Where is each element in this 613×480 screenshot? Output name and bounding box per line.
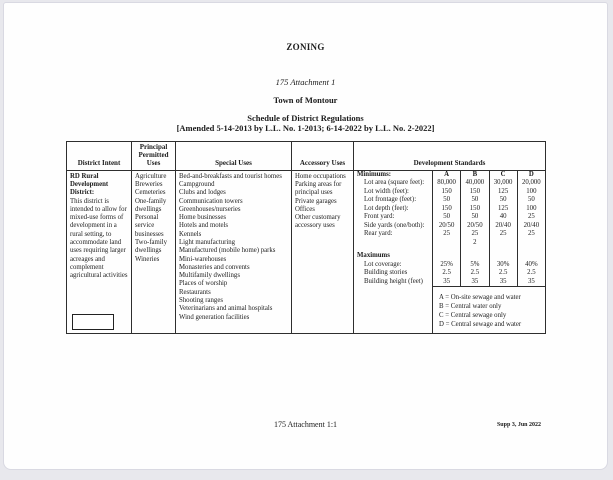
- standards-row-label: Lot width (feet):: [364, 187, 409, 195]
- standards-legend: [432, 286, 545, 333]
- list-item: Offices: [295, 205, 315, 213]
- table-body-row: [67, 170, 546, 333]
- standards-value: 20/50: [432, 222, 460, 231]
- list-item: Veterinarians and animal hospitals: [179, 305, 273, 313]
- list-item: Bed-and-breakfasts and tourist homes: [179, 172, 282, 180]
- legend-left-gap: [354, 286, 432, 333]
- list-item: Home businesses: [179, 214, 227, 222]
- standards-value: 5%: [460, 261, 488, 270]
- list-item: Wineries: [135, 255, 160, 263]
- standards-value: 150: [460, 205, 488, 214]
- principal-uses-cell: [132, 170, 176, 333]
- standards-row-label: Building height (feet): [364, 277, 423, 285]
- attachment-line: 175 Attachment 1: [275, 77, 336, 87]
- list-item: One-family dwellings: [135, 197, 167, 213]
- standards-value: 40,000: [460, 179, 488, 188]
- list-item: Clubs and lodges: [179, 189, 226, 197]
- list-item: Restaurants: [179, 288, 211, 296]
- standards-value: 2.5: [489, 269, 517, 278]
- standards-value: 150: [460, 188, 488, 197]
- col-header-principal-permitted-uses: Principal Permitted Uses: [132, 142, 176, 171]
- col-header-accessory-uses: Accessory Uses: [292, 142, 354, 171]
- district-title: RD Rural Development District:: [70, 172, 109, 197]
- standards-value: 50: [460, 213, 488, 222]
- list-item: Breweries: [135, 180, 163, 188]
- list-item: Communication towers: [179, 197, 243, 205]
- legend-line: D = Central sewage and water: [439, 321, 522, 329]
- standards-value: 20/40: [517, 222, 545, 231]
- accessory-uses-cell: [292, 170, 354, 333]
- list-item: Multifamily dwellings: [179, 272, 240, 280]
- standards-grid: [354, 171, 545, 333]
- standards-value: 30,000: [489, 179, 517, 188]
- col-header-special-uses: Special Uses: [176, 142, 292, 171]
- standards-value: 2.5: [432, 269, 460, 278]
- standards-value: 25: [517, 213, 545, 222]
- district-intent-cell: [67, 170, 132, 333]
- standards-value: 50: [432, 196, 460, 205]
- standards-value: 2.5: [517, 269, 545, 278]
- list-item: Two-family dwellings: [135, 238, 167, 255]
- legend-line: B = Central water only: [439, 303, 502, 311]
- standards-value: 50: [489, 196, 517, 205]
- list-item: Greenhouses/nurseries: [179, 205, 241, 213]
- standards-row-label: Lot coverage:: [364, 260, 402, 268]
- grid-cell: [432, 252, 460, 261]
- standards-footnote: [517, 239, 545, 248]
- standards-value: 35: [432, 278, 460, 287]
- regulations-table: [66, 141, 546, 334]
- col-header-district-intent: District Intent: [67, 142, 132, 171]
- development-standards-cell: [354, 170, 546, 333]
- col-header-development-standards: Development Standards: [354, 142, 546, 171]
- list-item: Mini-warehouses: [179, 255, 227, 263]
- list-item: Private garages: [295, 197, 337, 205]
- note-row-label: [354, 239, 432, 248]
- list-item: Manufactured (mobile home) parks: [179, 247, 276, 255]
- standards-footnote: 2: [460, 239, 488, 248]
- minimums-label: Minimums:: [357, 170, 391, 178]
- standards-value: 20,000: [517, 179, 545, 188]
- standards-value: 125: [489, 205, 517, 214]
- grid-cell: [489, 252, 517, 261]
- document-page: [3, 2, 608, 470]
- town-title: Town of Montour: [273, 95, 338, 105]
- standards-column-header: B: [460, 171, 488, 180]
- standards-value: 50: [432, 213, 460, 222]
- standards-row-label: Rear yard:: [364, 230, 393, 238]
- list-item: Places of worship: [179, 280, 228, 288]
- grid-cell: [517, 252, 545, 261]
- standards-row-label: Lot frontage (feet):: [364, 196, 417, 204]
- list-item: Cemeteries: [135, 189, 166, 197]
- standards-column-header: C: [489, 171, 517, 180]
- list-item: Monasteries and convents: [179, 263, 250, 271]
- standards-value: 20/50: [460, 222, 488, 231]
- standards-row-label: Side yards (one/both):: [364, 221, 425, 229]
- standards-footnote: [489, 239, 517, 248]
- page-header: ZONING: [286, 42, 325, 52]
- standards-column-header: D: [517, 171, 545, 180]
- list-item: Shooting ranges: [179, 297, 223, 305]
- list-item: Campground: [179, 180, 215, 188]
- standards-value: 25: [460, 230, 488, 239]
- standards-value: 80,000: [432, 179, 460, 188]
- standards-value: 40%: [517, 261, 545, 270]
- standards-value: 2.5: [460, 269, 488, 278]
- empty-box: [72, 314, 114, 330]
- standards-value: 150: [432, 205, 460, 214]
- standards-value: 20/40: [489, 222, 517, 231]
- special-uses-cell: [176, 170, 292, 333]
- standards-value: 25: [517, 230, 545, 239]
- standards-value: 100: [517, 205, 545, 214]
- standards-value: 25%: [432, 261, 460, 270]
- schedule-title: Schedule of District Regulations: [247, 113, 364, 123]
- list-item: Other customary accessory uses: [295, 214, 341, 230]
- standards-row-label: Lot area (square feet):: [364, 179, 425, 187]
- table-header-row: [67, 142, 546, 171]
- legend-line: A = On-site sewage and water: [439, 294, 521, 302]
- standards-value: 100: [517, 188, 545, 197]
- district-description: This district is intended to allow for mixed-use forms of development in a rural setting, to accommodate land uses requiring larger acreages and complement agricultural activities: [70, 197, 128, 280]
- standards-value: 150: [432, 188, 460, 197]
- grid-cell: [460, 252, 488, 261]
- standards-value: 35: [517, 278, 545, 287]
- standards-row-label: Front yard:: [364, 213, 395, 221]
- maximums-label: Maximums: [357, 252, 390, 260]
- standards-value: 50: [517, 196, 545, 205]
- standards-value: 50: [460, 196, 488, 205]
- list-item: Home occupations: [295, 172, 346, 180]
- list-item: Agriculture: [135, 172, 167, 180]
- standards-column-header: A: [432, 171, 460, 180]
- standards-value: 40: [489, 213, 517, 222]
- standards-value: 125: [489, 188, 517, 197]
- list-item: Hotels and motels: [179, 222, 229, 230]
- footer-supplement: Supp 3, Jun 2022: [496, 422, 541, 428]
- list-item: Personal service businesses: [135, 214, 164, 238]
- list-item: Wind generation facilities: [179, 313, 250, 321]
- list-item: Kennels: [179, 230, 202, 238]
- standards-value: 25: [432, 230, 460, 239]
- standards-footnote: [432, 239, 460, 248]
- standards-value: 35: [460, 278, 488, 287]
- standards-value: 25: [489, 230, 517, 239]
- standards-value: 35: [489, 278, 517, 287]
- standards-row-label: Building stories: [364, 269, 408, 277]
- list-item: Light manufacturing: [179, 238, 236, 246]
- footer-attachment-ref: 175 Attachment 1:1: [273, 420, 338, 429]
- list-item: Parking areas for principal uses: [295, 180, 342, 197]
- standards-row-label: Lot depth (feet):: [364, 204, 409, 212]
- standards-value: 30%: [489, 261, 517, 270]
- amended-line: [Amended 5-14-2013 by L.L. No. 1-2013; 6-14-2022 by L.L. No. 2-2022]: [176, 123, 435, 133]
- legend-line: C = Central sewage only: [439, 312, 507, 320]
